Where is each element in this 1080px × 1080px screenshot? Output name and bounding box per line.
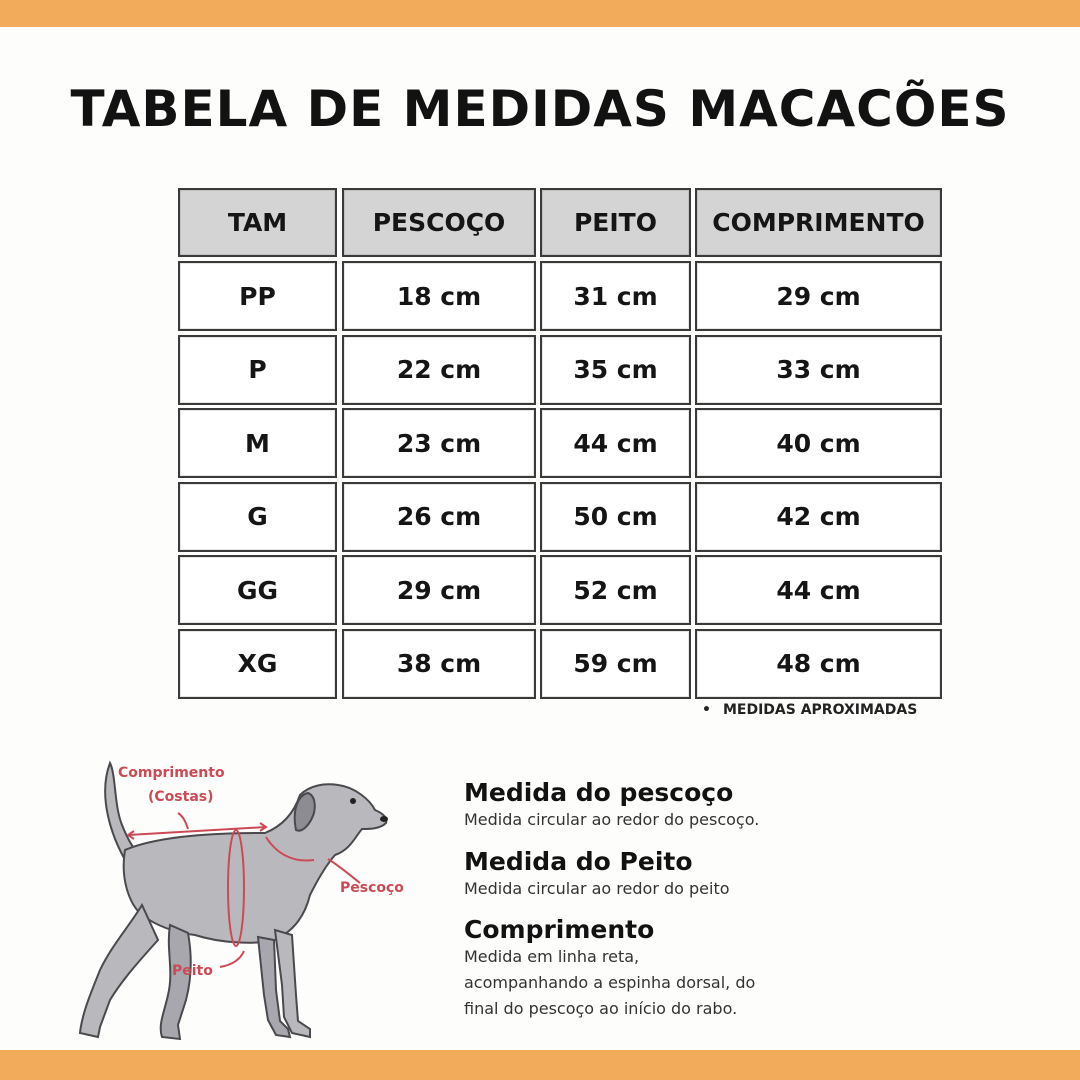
- table-cell-tam: P: [178, 335, 337, 405]
- header-cell-tam: TAM: [178, 188, 337, 257]
- table-cell-tam: G: [178, 482, 337, 552]
- desc-comprimento-line: final do pescoço ao início do rabo.: [464, 999, 738, 1018]
- table-cell-tam: M: [178, 408, 337, 478]
- desc-comprimento-line: Medida em linha reta,: [464, 947, 640, 966]
- label-pescoco: Pescoço: [340, 880, 404, 896]
- table-cell-comprimento: 33 cm: [695, 335, 942, 405]
- table-cell-comprimento: 42 cm: [695, 482, 942, 552]
- label-peito: Peito: [172, 963, 213, 979]
- table-cell-tam: PP: [178, 261, 337, 331]
- table-cell-pescoco: 18 cm: [342, 261, 536, 331]
- table-cell-comprimento: 29 cm: [695, 261, 942, 331]
- desc-comprimento-line: acompanhando a espinha dorsal, do: [464, 973, 756, 992]
- table-cell-peito: 44 cm: [540, 408, 691, 478]
- desc-comprimento: [464, 915, 755, 1022]
- table-cell-tam: XG: [178, 629, 337, 699]
- table-cell-pescoco: 26 cm: [342, 482, 536, 552]
- table-cell-peito: 52 cm: [540, 555, 691, 625]
- header-cell-peito: PEITO: [540, 188, 691, 257]
- table-cell-peito: 35 cm: [540, 335, 691, 405]
- desc-peito: [464, 847, 730, 902]
- desc-pescoco-line: Medida circular ao redor do pescoço.: [464, 810, 760, 829]
- table-cell-peito: 50 cm: [540, 482, 691, 552]
- table-cell-comprimento: 48 cm: [695, 629, 942, 699]
- dog-measurement-diagram: [70, 755, 430, 1050]
- note-text: MEDIDAS APROXIMADAS: [722, 702, 918, 718]
- header-cell-pescoco: PESCOÇO: [342, 188, 536, 257]
- table-cell-pescoco: 22 cm: [342, 335, 536, 405]
- table-cell-pescoco: 29 cm: [342, 555, 536, 625]
- dog-illustration: [70, 755, 430, 1050]
- header-cell-comprimento: COMPRIMENTO: [695, 188, 942, 257]
- desc-pescoco-title: Medida do pescoço: [464, 778, 734, 807]
- desc-peito-title: Medida do Peito: [464, 847, 693, 876]
- table-cell-comprimento: 44 cm: [695, 555, 942, 625]
- table-cell-pescoco: 23 cm: [342, 408, 536, 478]
- table-cell-peito: 31 cm: [540, 261, 691, 331]
- table-cell-pescoco: 38 cm: [342, 629, 536, 699]
- table-cell-comprimento: 40 cm: [695, 408, 942, 478]
- approx-note: [702, 702, 917, 718]
- desc-comprimento-title: Comprimento: [464, 915, 655, 944]
- page-title: TABELA DE MEDIDAS MACACÕES: [70, 80, 1010, 138]
- top-accent-band: [0, 0, 1080, 27]
- label-comprimento: Comprimento: [118, 765, 225, 781]
- table-cell-peito: 59 cm: [540, 629, 691, 699]
- bottom-accent-band: [0, 1050, 1080, 1080]
- note-bullet: •: [702, 702, 711, 718]
- desc-pescoco: [464, 778, 759, 833]
- label-costas: (Costas): [148, 789, 214, 805]
- table-cell-tam: GG: [178, 555, 337, 625]
- desc-peito-line: Medida circular ao redor do peito: [464, 879, 730, 898]
